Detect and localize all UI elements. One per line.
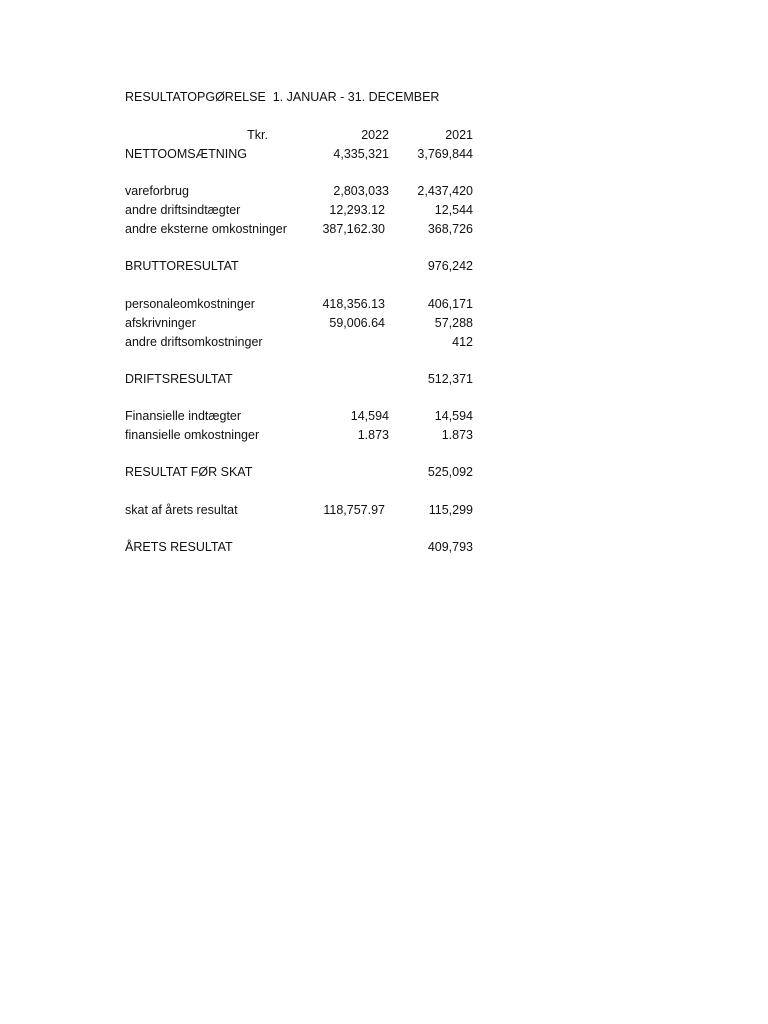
value-2021: 115,299: [428, 503, 473, 517]
value-2021: 368,726: [427, 222, 473, 236]
table-row: [125, 333, 485, 352]
row-label: vareforbrug: [125, 184, 189, 198]
row-label: andre driftsindtægter: [125, 203, 241, 217]
value-2022: 4,335,321: [333, 147, 389, 161]
value-2022: 118,757.97: [323, 503, 385, 517]
value-2021: 2,437,420: [417, 184, 473, 198]
value-2022: 387,162.30: [322, 222, 385, 236]
table-row: [125, 145, 485, 164]
table-row: [125, 314, 485, 333]
row-label: NETTOOMSÆTNING: [125, 147, 247, 161]
page-title: RESULTATOPGØRELSE 1. JANUAR - 31. DECEMBER: [125, 90, 440, 104]
row-label: finansielle omkostninger: [125, 428, 260, 442]
value-2022: 418,356.13: [322, 297, 385, 311]
column-header-2021: 2021: [445, 128, 473, 142]
row-label: andre driftsomkostninger: [125, 335, 263, 349]
table-row: [125, 295, 485, 314]
table-row: [125, 370, 485, 389]
table-row: [125, 257, 485, 276]
value-2022: 2,803,033: [333, 184, 389, 198]
column-header-row: [125, 126, 485, 145]
row-label: BRUTTORESULTAT: [125, 259, 239, 273]
table-row: [125, 182, 485, 201]
row-label: DRIFTSRESULTAT: [125, 372, 233, 386]
table-row: [125, 501, 485, 520]
table-row: [125, 201, 485, 220]
row-label: skat af årets resultat: [125, 503, 238, 517]
table-row: [125, 426, 485, 445]
value-2021: 409,793: [427, 540, 473, 554]
table-row: [125, 220, 485, 239]
table-row: [125, 407, 485, 426]
unit-label: Tkr.: [247, 128, 268, 142]
value-2021: 525,092: [427, 465, 473, 479]
row-label: andre eksterne omkostninger: [125, 222, 287, 236]
value-2021: 57,288: [434, 316, 473, 330]
value-2021: 14,594: [434, 409, 473, 423]
table-row: [125, 538, 485, 557]
value-2021: 12,544: [434, 203, 473, 217]
table-row: [125, 463, 485, 482]
row-label: personaleomkostninger: [125, 297, 255, 311]
column-header-2022: 2022: [361, 128, 389, 142]
value-2021: 512,371: [427, 372, 473, 386]
value-2021: 3,769,844: [417, 147, 473, 161]
row-label: ÅRETS RESULTAT: [125, 540, 233, 554]
value-2022: 1.873: [357, 428, 389, 442]
value-2021: 976,242: [427, 259, 473, 273]
value-2022: 12,293.12: [329, 203, 385, 217]
row-label: Finansielle indtægter: [125, 409, 242, 423]
value-2022: 14,594: [350, 409, 389, 423]
row-label: afskrivninger: [125, 316, 196, 330]
row-label: RESULTAT FØR SKAT: [125, 465, 253, 479]
value-2021: 1.873: [441, 428, 473, 442]
value-2021: 406,171: [427, 297, 473, 311]
value-2022: 59,006.64: [329, 316, 385, 330]
value-2021: 412: [452, 335, 473, 349]
